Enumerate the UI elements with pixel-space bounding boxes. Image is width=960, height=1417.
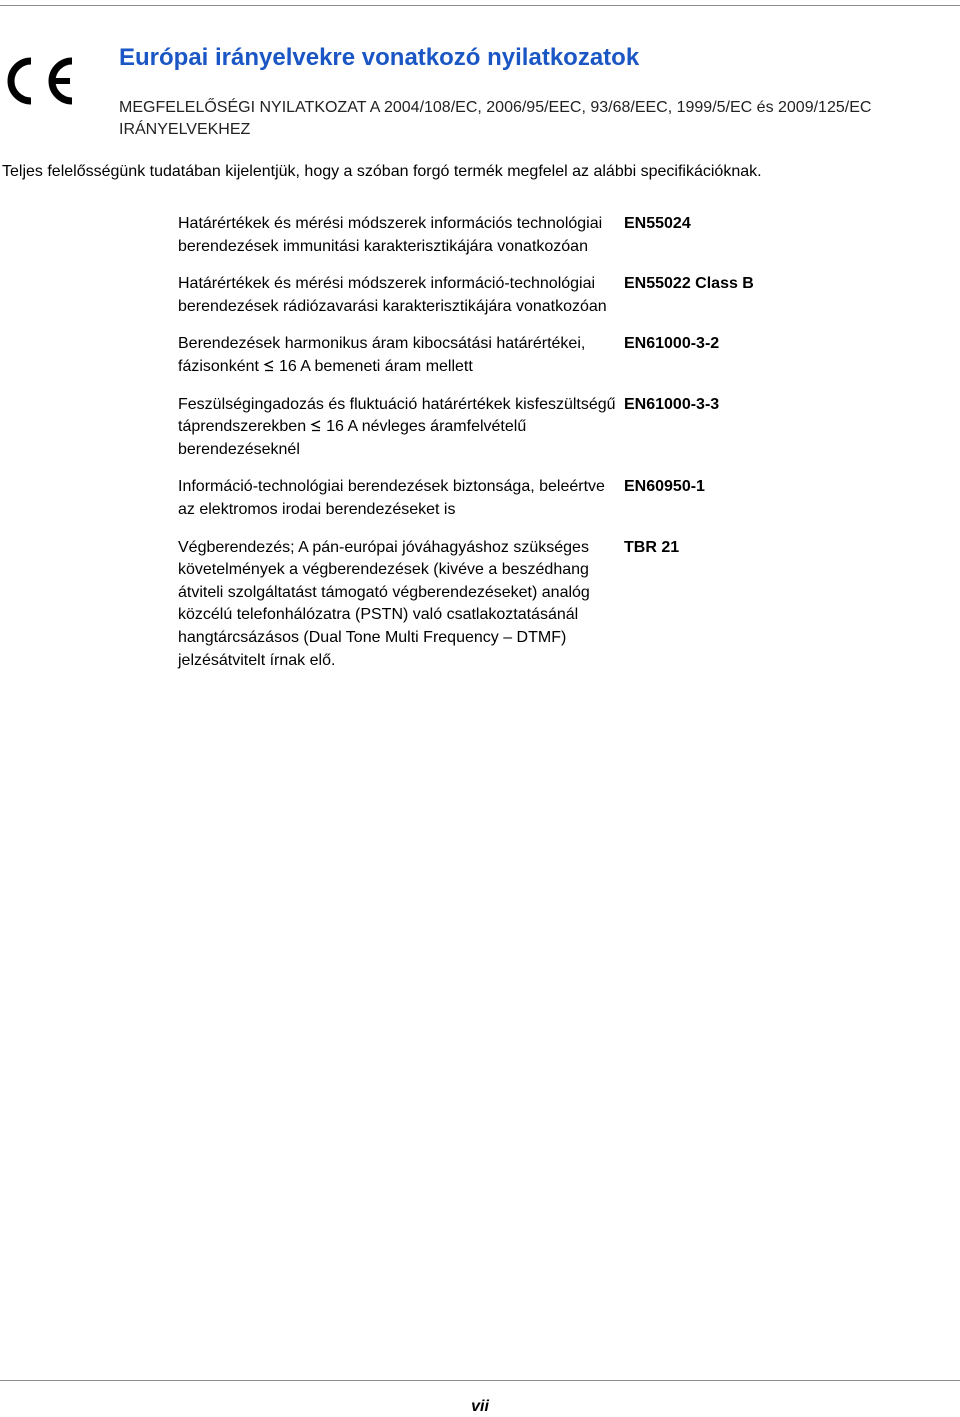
page-title: Európai irányelvekre vonatkozó nyilatkozatok bbox=[119, 44, 640, 71]
standard-row bbox=[178, 273, 938, 318]
standard-description-part: Berendezések harmonikus áram kibocsátási határértékei, fázisonként bbox=[178, 335, 586, 375]
standard-description: Határértékek és mérési módszerek információs technológiai berendezések immunitási karakterisztikájára vonatkozóan bbox=[178, 215, 603, 255]
less-or-equal-icon bbox=[310, 420, 322, 432]
header-rule bbox=[0, 5, 960, 6]
standard-code: EN61000-3-2 bbox=[624, 335, 720, 353]
standard-description: Határértékek és mérési módszerek információ-technológiai berendezések rádiózavarási karakterisztikájára vonatkozóan bbox=[178, 275, 607, 315]
ce-mark-icon bbox=[4, 55, 78, 107]
standard-row bbox=[178, 476, 938, 521]
standard-code: EN61000-3-3 bbox=[624, 395, 720, 413]
standard-description-part: 16 A bemeneti áram mellett bbox=[278, 357, 473, 375]
less-or-equal-icon bbox=[263, 360, 275, 372]
standard-description: Információ-technológiai berendezések biztonsága, beleértve az elektromos irodai berendezéseket is bbox=[178, 478, 605, 518]
standard-description bbox=[178, 333, 624, 378]
standard-code: EN55024 bbox=[624, 215, 691, 232]
footer-rule bbox=[0, 1380, 960, 1381]
directive-heading: MEGFELELŐSÉGI NYILATKOZAT A 2004/108/EC, 2006/95/EEC, 93/68/EEC, 1999/5/EC és 2009/125/EC IRÁNYELVEKHEZ bbox=[119, 99, 872, 138]
standard-description-part: 16 A névleges áramfelvételű berendezéseknél bbox=[178, 418, 527, 458]
standard-row bbox=[178, 333, 938, 378]
standard-row bbox=[178, 537, 938, 673]
standard-code: EN55022 Class B bbox=[624, 275, 754, 293]
standard-code: EN60950-1 bbox=[624, 478, 705, 496]
standard-description-part: Feszülségingadozás és fluktuáció határértékek kisfeszültségű táprendszerekben bbox=[178, 395, 616, 436]
intro-text: Teljes felelősségünk tudatában kijelentjük, hogy a szóban forgó termék megfelel az alábbi specifikációknak. bbox=[2, 163, 762, 180]
page-number: vii bbox=[471, 1398, 489, 1415]
standard-description bbox=[178, 394, 624, 462]
standard-code: TBR 21 bbox=[624, 538, 680, 556]
standard-row bbox=[178, 213, 938, 258]
standard-row bbox=[178, 394, 938, 462]
standards-list bbox=[178, 213, 938, 687]
standard-description: Végberendezés; A pán-európai jóváhagyáshoz szükséges követelmények a végberendezések (kivéve a beszédhang átviteli szolgáltatást támogató végberendezéseket) analóg közcélú telefonhálózatra (PSTN) való csatlakoztatásánál hangtárcsázásos (Dual Tone Multi Frequency – DTMF) jelzésátvitelt írnak elő. bbox=[178, 538, 590, 669]
